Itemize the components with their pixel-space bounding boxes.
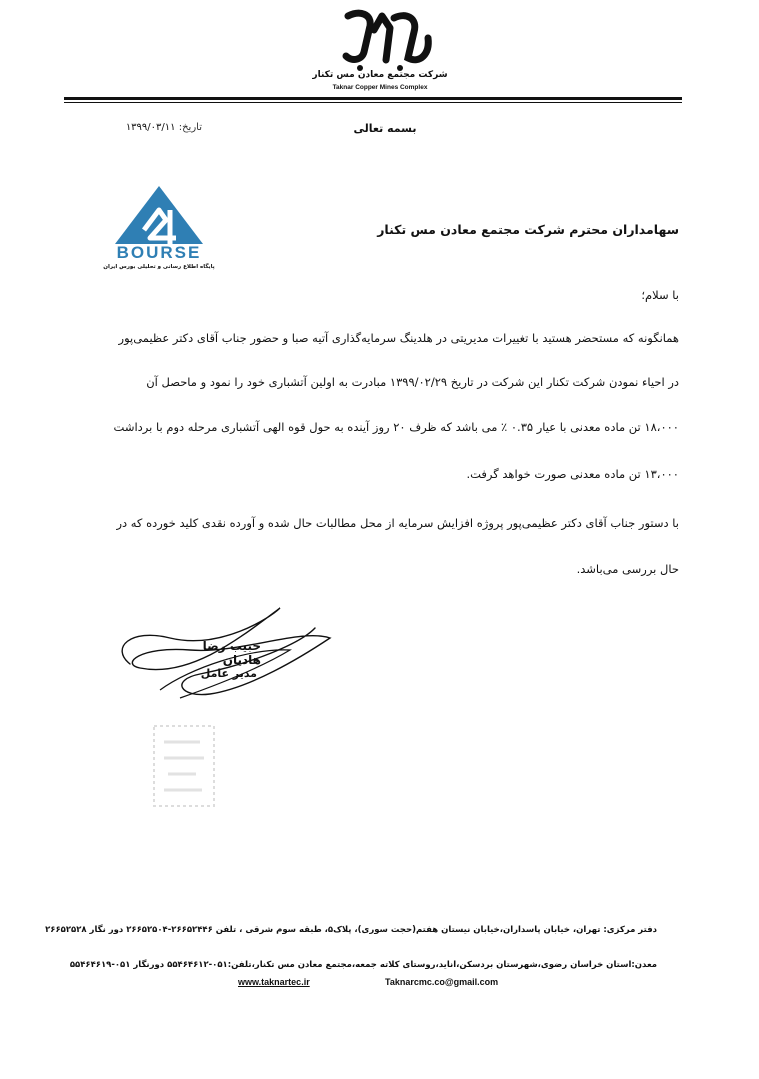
signer-name: حبیب رضا هادیان	[202, 639, 261, 667]
recipient-line: سهامداران محترم شرکت مجتمع معادن مس تکنار	[377, 222, 679, 237]
header-divider-thin	[64, 102, 682, 103]
date-label: تاریخ:	[178, 122, 202, 133]
letter-date	[112, 122, 202, 133]
body-line: با دستور جناب آقای دکتر عظیمی‌پور پروژه افزایش سرمایه از محل مطالبات حال شده و آورده نقدی کلید خورده که در	[116, 516, 679, 530]
body-line: همانگونه که مستحضر هستید با تغییرات مدیریتی در هلدینگ سرمایه‌گذاری آتیه صبا و حضور جناب آقای دکتر عظیمی‌پور	[118, 331, 679, 345]
email-address[interactable]: Taknarcmc.co@gmail.com	[385, 977, 499, 987]
body-line: ۱۸،۰۰۰ تن ماده معدنی با عیار ۰.۳۵ ٪ می باشد که ظرف ۲۰ روز آینده به حول قوه الهی آتشباری مرحله دوم با برداشت	[113, 420, 679, 434]
bourse-triangle-logo-icon	[100, 180, 218, 288]
website-link[interactable]: www.taknartec.ir	[238, 977, 310, 987]
date-value: ۱۳۹۹/۰۳/۱۱	[125, 122, 176, 133]
bourse-subtitle: پایگاه اطلاع رسانی و تحلیلی بورس ایران	[103, 264, 215, 270]
body-line: ۱۳،۰۰۰ تن ماده معدنی صورت خواهد گرفت.	[466, 467, 679, 481]
company-name-en: Taknar Copper Mines Complex	[332, 84, 428, 91]
bourse-word: BOURSE	[116, 243, 202, 262]
footer-mine-address: معدن:استان خراسان رضوی،شهرستان بردسکن،اناید،روستای کلاته جمعه،مجتمع معادن مس تکنار،تلفن:۰۵۱-۵۵۴۶۴۶۱۲ دورنگار ۰۵۱-۵۵۴۶۴۶۱۹	[69, 960, 657, 970]
taknar-logo-icon	[330, 8, 440, 74]
signer-title: مدیر عامل	[200, 667, 257, 680]
header-divider	[64, 97, 682, 100]
body-line: در احیاء نمودن شرکت تکنار این شرکت در تاریخ ۱۳۹۹/۰۲/۲۹ مبادرت به اولین آتشباری خود را نمود و ماحصل آن	[146, 375, 679, 389]
company-name-fa: شرکت مجتمع معادن مس تکنار	[312, 70, 448, 80]
faded-stamp	[150, 722, 220, 812]
footer-central-office: دفتر مرکزی: تهران، خیابان پاسداران،خیابان نیستان هفتم(حجت سوری)، پلاک۵، طبقه سوم شرقی ، تلفن ۲۶۶۵۲۴۴۶-۲۶۶۵۲۵۰۴ دور نگار ۲۶۶۵۲۵۲۸	[45, 925, 657, 935]
body-line: حال بررسی می‌باشد.	[576, 562, 679, 576]
basmala: بسمه تعالی	[353, 122, 417, 135]
greeting: با سلام؛	[641, 288, 679, 302]
